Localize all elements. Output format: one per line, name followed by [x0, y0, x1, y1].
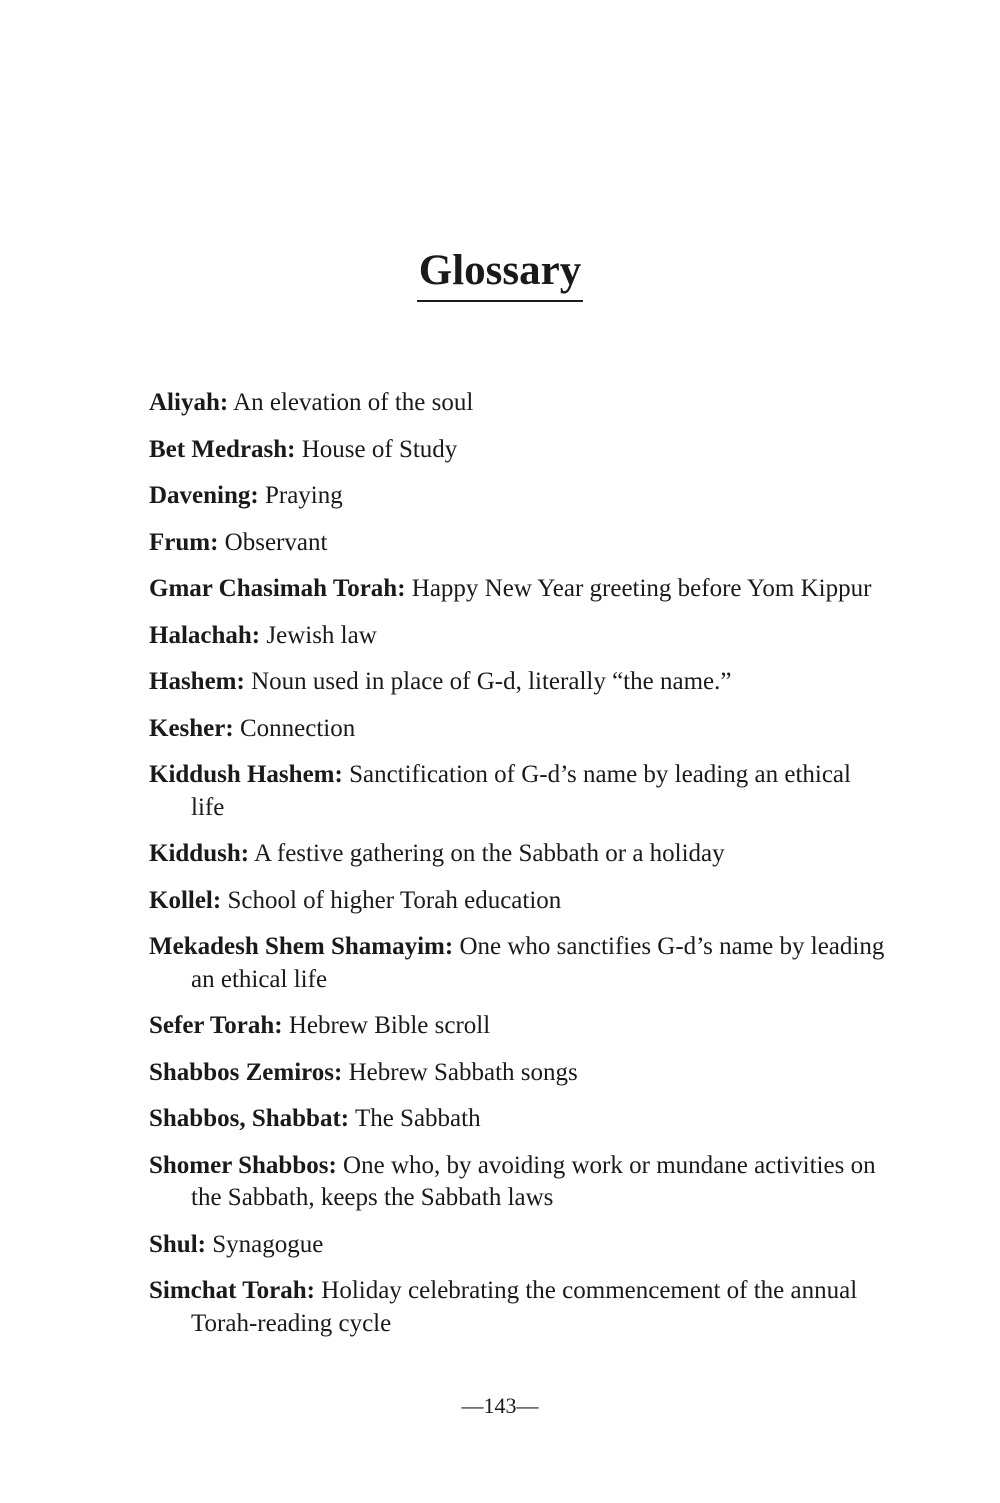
- glossary-entry: [149, 1229, 889, 1262]
- glossary-term: Shul:: [149, 1230, 206, 1258]
- glossary-definition: Synagogue: [212, 1230, 324, 1258]
- glossary-entry: [149, 713, 889, 746]
- glossary-term: Kiddush Hashem:: [149, 761, 343, 788]
- glossary-definition: Jewish law: [266, 621, 377, 649]
- glossary-entry: [149, 666, 889, 699]
- page-title-text: Glossary: [417, 245, 583, 302]
- glossary-entry: [149, 1057, 889, 1090]
- glossary-entry: [149, 387, 889, 420]
- glossary-definition: A festive gathering on the Sabbath or a holiday: [253, 840, 725, 867]
- glossary-entry: [149, 885, 889, 918]
- glossary-definition: Noun used in place of G-d, literally “the name.”: [251, 668, 732, 695]
- glossary-definition: One who, by avoiding work or mundane activities on the Sabbath, keeps the Sabbath laws: [191, 1151, 876, 1211]
- glossary-entry: [149, 527, 889, 560]
- glossary-entry: [149, 573, 889, 606]
- glossary-term: Davening:: [149, 482, 259, 509]
- glossary-term: Shabbos Zemiros:: [149, 1058, 343, 1086]
- glossary-term: Frum:: [149, 528, 219, 556]
- glossary-entry: [149, 1275, 889, 1340]
- glossary-term: Gmar Chasimah Torah:: [149, 575, 406, 602]
- glossary-term: Hashem:: [149, 668, 245, 695]
- glossary-entry: [149, 931, 889, 996]
- glossary-definition: Happy New Year greeting before Yom Kippur: [411, 575, 872, 602]
- glossary-definition: House of Study: [301, 435, 458, 463]
- glossary-entry: [149, 1103, 889, 1136]
- glossary-term: Aliyah:: [149, 389, 229, 416]
- glossary-term: Kiddush:: [149, 840, 250, 867]
- glossary-entry: [149, 480, 889, 513]
- glossary-definition: An elevation of the soul: [233, 389, 474, 416]
- glossary-term: Sefer Torah:: [149, 1012, 283, 1039]
- glossary-definition: Sanctification of G-d’s name by leading an ethical life: [191, 761, 851, 821]
- glossary-entry: [149, 838, 889, 871]
- glossary-term: Shabbos, Shabbat:: [149, 1105, 350, 1132]
- glossary-definition: One who sanctifies G-d’s name by leading an ethical life: [191, 933, 885, 993]
- glossary-list: [149, 387, 889, 1354]
- glossary-definition: Holiday celebrating the commencement of the annual Torah-reading cycle: [191, 1277, 858, 1337]
- glossary-entry: [149, 434, 889, 467]
- glossary-entry: [149, 1150, 889, 1215]
- glossary-term: Mekadesh Shem Shamayim:: [149, 933, 454, 960]
- glossary-entry: [149, 620, 889, 653]
- glossary-term: Halachah:: [149, 621, 261, 649]
- glossary-definition: The Sabbath: [354, 1105, 481, 1132]
- glossary-term: Bet Medrash:: [149, 435, 296, 463]
- glossary-definition: School of higher Torah education: [227, 886, 562, 914]
- glossary-definition: Connection: [239, 714, 356, 742]
- glossary-term: Kollel:: [149, 886, 222, 914]
- page-title: [0, 245, 1000, 302]
- glossary-term: Simchat Torah:: [149, 1277, 316, 1304]
- glossary-definition: Hebrew Sabbath songs: [348, 1058, 578, 1086]
- page-number: —143—: [461, 1393, 539, 1418]
- glossary-definition: Praying: [264, 482, 343, 509]
- glossary-term: Kesher:: [149, 714, 234, 742]
- glossary-entry: [149, 759, 889, 824]
- glossary-entry: [149, 1010, 889, 1043]
- glossary-definition: Hebrew Bible scroll: [288, 1012, 491, 1039]
- glossary-definition: Observant: [224, 528, 328, 556]
- glossary-term: Shomer Shabbos:: [149, 1151, 337, 1179]
